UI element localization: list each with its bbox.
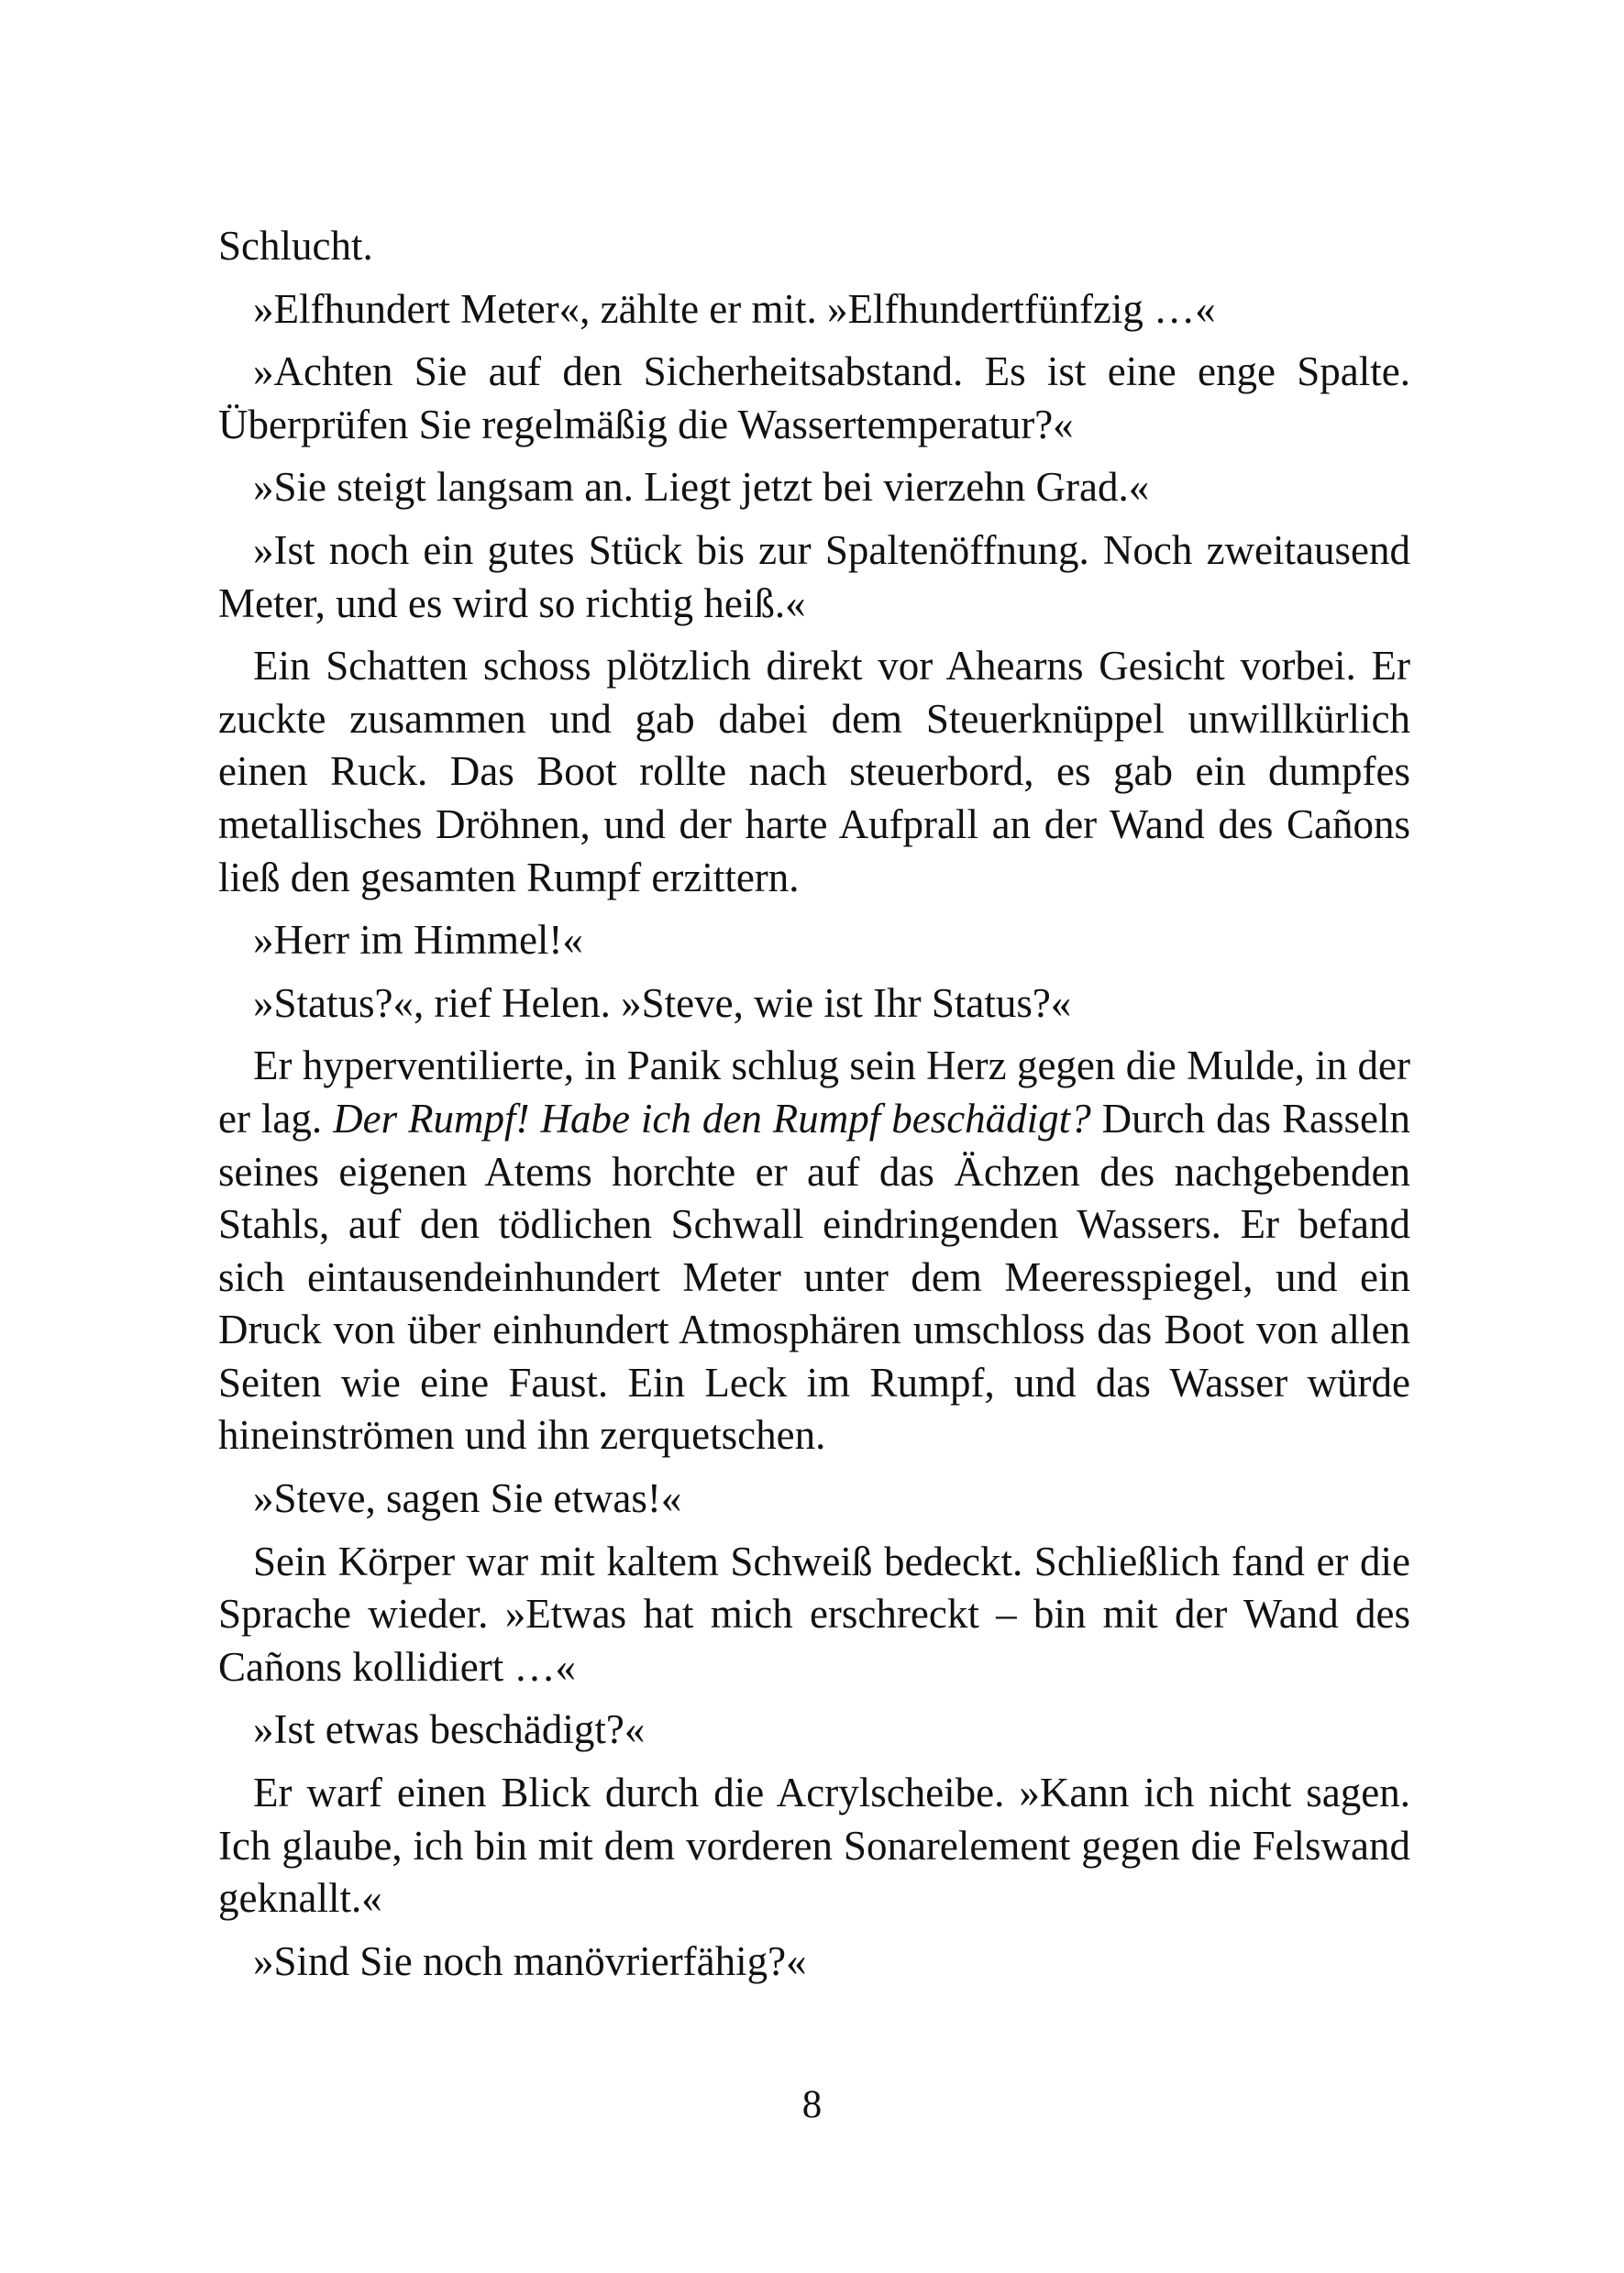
paragraph: Ein Schatten schoss plötzlich direkt vor Ahearns Gesicht vorbei. Er zuckte zusammen und gab dabei dem Steuerknüppel unwillkürlich einen Ruck. Das Boot rollte nach steuerbord, es gab ein dumpfes metallisches Dröhnen, und der harte Aufprall an der Wand des Cañons ließ den gesamten Rumpf erzittern.	[218, 643, 1410, 900]
paragraph-text: Er hyperventilierte, in Panik schlug sein Herz gegen die Mulde, in der er lag.	[218, 1043, 1410, 1142]
paragraph: »Sie steigt langsam an. Liegt jetzt bei vierzehn Grad.«	[253, 464, 1150, 511]
paragraph: Sein Körper war mit kaltem Schweiß bedeckt. Schließlich fand er die Sprache wieder. »Etwas hat mich erschreckt – bin mit der Wand des Cañons kollidiert …«	[218, 1538, 1410, 1690]
paragraph: »Achten Sie auf den Sicherheitsabstand. Es ist eine enge Spalte. Überprüfen Sie regelmäßig die Wassertemperatur?«	[218, 348, 1410, 447]
paragraph: »Status?«, rief Helen. »Steve, wie ist Ihr Status?«	[253, 979, 1072, 1026]
italic-thought: Der Rumpf! Habe ich den Rumpf beschädigt?	[333, 1095, 1091, 1142]
paragraph: »Elfhundert Meter«, zählte er mit. »Elfhundertfünfzig …«	[253, 285, 1216, 332]
paragraph	[218, 1040, 1410, 1462]
paragraph-text: Durch das Rasseln seines eigenen Atems horchte er auf das Ächzen des nachgebenden Stahls, auf den tödlichen Schwall eindringenden Wassers. Er befand sich eintausendeinhundert Meter unter dem Meeresspiegel, und ein Druck von über einhundert Atmosphären umschloss das Boot von allen Seiten wie eine Faust. Ein Leck im Rumpf, und das Wasser würde hineinströmen und ihn zerquetschen.	[218, 1095, 1411, 1459]
paragraph: Schlucht.	[218, 223, 373, 269]
paragraph: »Sind Sie noch manövrierfähig?«	[253, 1937, 807, 1984]
paragraph: »Ist noch ein gutes Stück bis zur Spaltenöffnung. Noch zweitausend Meter, und es wird so richtig heiß.«	[218, 526, 1410, 626]
book-page-body	[218, 220, 1410, 1988]
paragraph: Er warf einen Blick durch die Acrylscheibe. »Kann ich nicht sagen. Ich glaube, ich bin mit dem vorderen Sonarelement gegen die Felswand geknallt.«	[218, 1770, 1410, 1922]
paragraph: »Steve, sagen Sie etwas!«	[253, 1475, 682, 1522]
paragraph: »Ist etwas beschädigt?«	[253, 1706, 646, 1753]
page-number: 8	[801, 2083, 823, 2126]
paragraph: »Herr im Himmel!«	[253, 917, 583, 964]
